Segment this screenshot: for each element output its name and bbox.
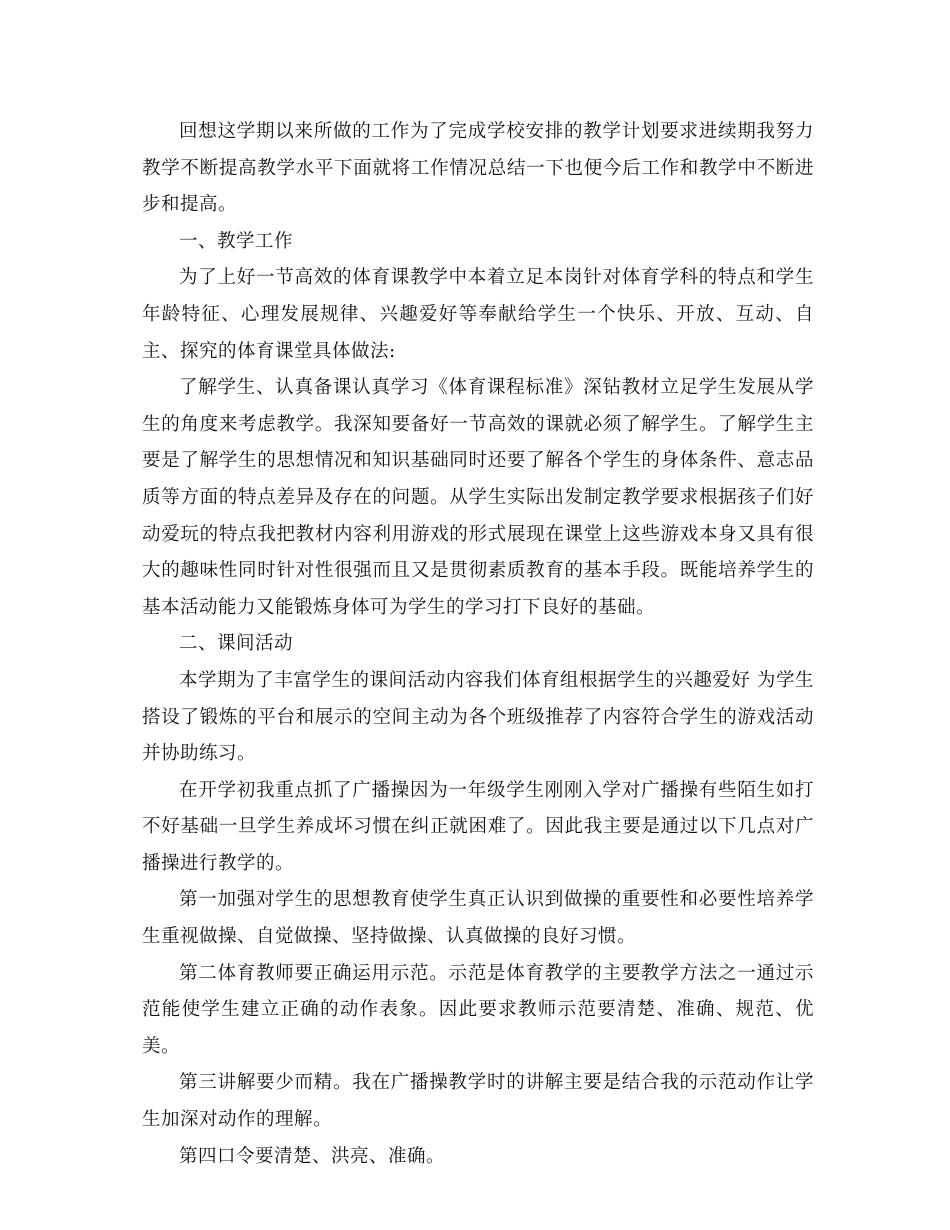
document-body bbox=[142, 114, 814, 1175]
paragraph-teaching-approach: 为了上好一节高效的体育课教学中本着立足本岗针对体育学科的特点和学生年龄特征、心理发展规律、兴趣爱好等奉献给学生一个快乐、开放、互动、自主、探究的体育课堂具体做法: bbox=[142, 267, 814, 362]
paragraph-understand-students: 了解学生、认真备课认真学习《体育课程标准》深钻教材立足学生发展从学生的角度来考虑教学。我深知要备好一节高效的课就必须了解学生。了解学生主要是了解学生的思想情况和知识基础同时还要了解各个学生的身体条件、意志品质等方面的特点差异及存在的问题。从学生实际出发制定教学要求根据孩子们好动爱玩的特点我把教材内容利用游戏的形式展现在课堂上这些游戏本身又具有很大的趣味性同时针对性很强而且又是贯彻素质教育的基本手段。既能培养学生的基本活动能力又能锻炼身体可为学生的学习打下良好的基础。 bbox=[142, 377, 814, 618]
paragraph-point-two: 第二体育教师要正确运用示范。示范是体育教学的主要教学方法之一通过示范能使学生建立正确的动作表象。因此要求教师示范要清楚、准确、规范、优美。 bbox=[142, 962, 814, 1057]
section-heading-recess: 二、课间活动 bbox=[179, 633, 294, 655]
paragraph-point-four: 第四口令要清楚、洪亮、准确。 bbox=[179, 1145, 446, 1167]
section-heading-teaching: 一、教学工作 bbox=[179, 230, 294, 252]
paragraph-point-three: 第三讲解要少而精。我在广播操教学时的讲解主要是结合我的示范动作让学生加深对动作的理解。 bbox=[142, 1072, 814, 1131]
paragraph-broadcast-exercise: 在开学初我重点抓了广播操因为一年级学生刚刚入学对广播操有些陌生如打不好基础一旦学生养成坏习惯在纠正就困难了。因此我主要是通过以下几点对广播操进行教学的。 bbox=[142, 779, 814, 874]
paragraph-point-one: 第一加强对学生的思想教育使学生真正认识到做操的重要性和必要性培养学生重视做操、自觉做操、坚持做操、认真做操的良好习惯。 bbox=[142, 889, 814, 948]
paragraph-intro: 回想这学期以来所做的工作为了完成学校安排的教学计划要求进续期我努力教学不断提高教学水平下面就将工作情况总结一下也便今后工作和教学中不断进步和提高。 bbox=[142, 121, 814, 216]
paragraph-recess-activities: 本学期为了丰富学生的课间活动内容我们体育组根据学生的兴趣爱好 为学生搭设了锻炼的平台和展示的空间主动为各个班级推荐了内容符合学生的游戏活动并协助练习。 bbox=[142, 669, 814, 765]
